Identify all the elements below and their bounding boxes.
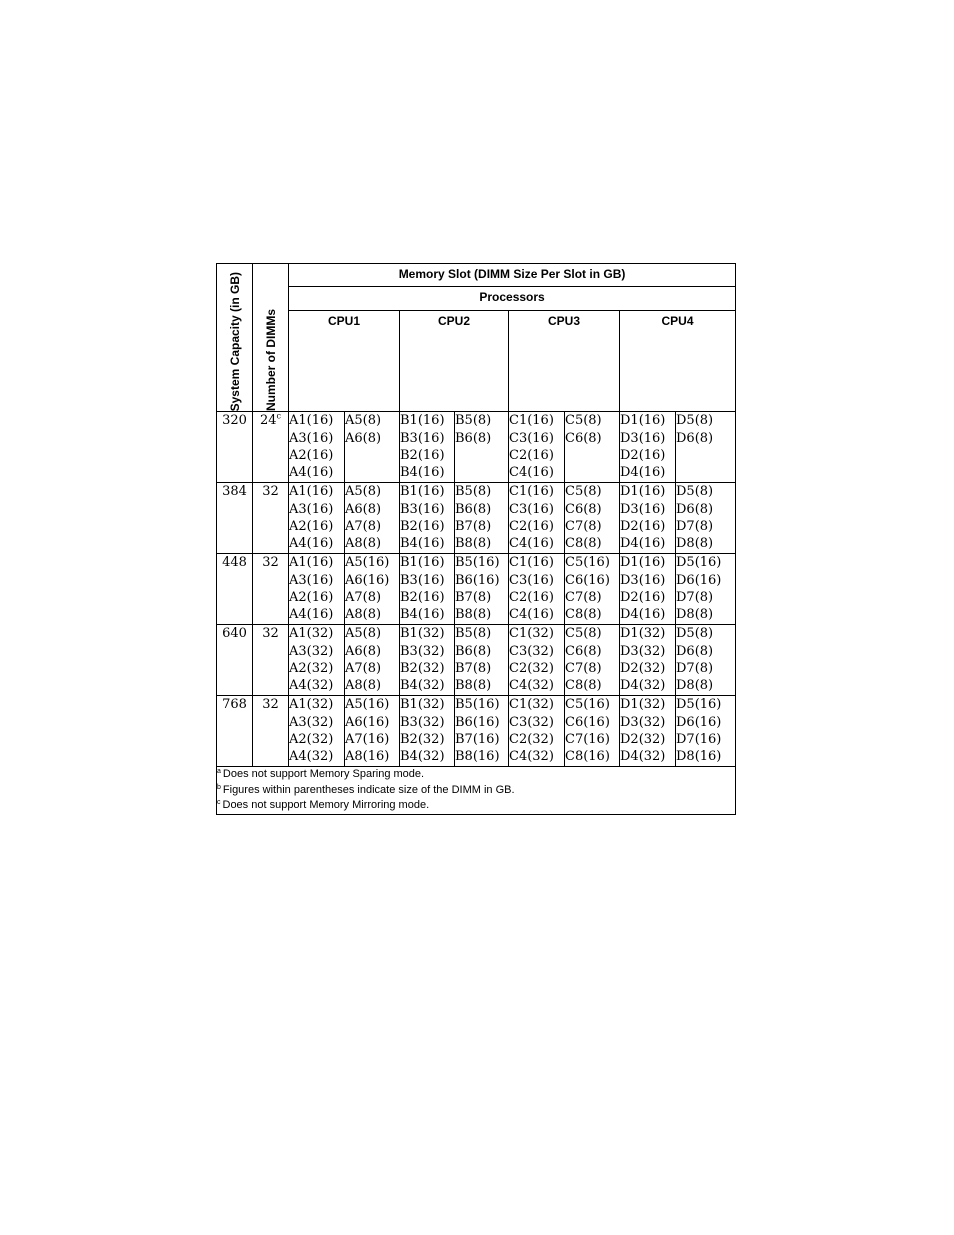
dimm-slot: A6(8)	[345, 430, 382, 446]
dimm-slot: C3(16)	[509, 430, 554, 446]
dimm-slot: D4(32)	[620, 677, 666, 693]
dimm-slot: A6(8)	[345, 643, 382, 659]
cpu4-header: CPU4	[620, 310, 736, 412]
dimm-slot: D5(8)	[676, 413, 714, 429]
dimm-slot: B1(32)	[400, 626, 445, 642]
dimm-slot: A4(32)	[289, 677, 334, 693]
dimm-slot: A3(16)	[289, 572, 334, 588]
dimm-slot: B2(32)	[400, 660, 445, 676]
table-row	[217, 696, 736, 767]
dimm-slot: C2(16)	[509, 447, 554, 463]
dimm-slot: B7(8)	[455, 518, 492, 534]
dimm-slot: C1(16)	[509, 413, 554, 429]
number-of-dimms-cell	[253, 412, 289, 483]
dimm-slot: C1(32)	[509, 697, 554, 713]
dimm-slot: C7(8)	[565, 518, 602, 534]
dimm-slot: C8(8)	[565, 606, 602, 622]
memory-slot-cell	[509, 696, 565, 767]
footnote-a	[217, 767, 735, 783]
dimm-slot: A2(32)	[289, 731, 334, 747]
dimm-slot: B8(16)	[455, 748, 500, 764]
dimm-slot: B3(16)	[400, 572, 445, 588]
memory-slot-cell	[400, 483, 455, 554]
dimm-slot: B6(8)	[455, 430, 492, 446]
memory-slot-cell	[345, 483, 400, 554]
dimm-slot: C4(32)	[509, 748, 554, 764]
dimm-slot: B4(16)	[400, 464, 445, 480]
dimm-slot: B2(16)	[400, 447, 445, 463]
dimm-slot: B8(8)	[455, 606, 492, 622]
number-of-dimms-cell	[253, 554, 289, 625]
dimm-slot: C4(16)	[509, 606, 554, 622]
dimm-slot: C5(8)	[565, 413, 602, 429]
dimm-slot: B1(32)	[400, 697, 445, 713]
dimm-slot: C2(32)	[509, 731, 554, 747]
system-capacity-cell: 448	[217, 554, 253, 625]
number-of-dimms-cell	[253, 696, 289, 767]
memory-slot-cell	[345, 412, 400, 483]
footnote-c-text: Does not support Memory Mirroring mode.	[222, 799, 430, 812]
dimm-slot: C3(16)	[509, 501, 554, 517]
dimm-slot: A4(16)	[289, 535, 334, 551]
dimm-slot: A3(32)	[289, 714, 334, 730]
memory-slot-cell	[565, 412, 620, 483]
dimm-slot: D1(32)	[620, 697, 666, 713]
memory-slot-cell	[509, 412, 565, 483]
dimm-slot: C6(8)	[565, 430, 602, 446]
dimm-slot: B8(8)	[455, 677, 492, 693]
dimm-slot: A2(16)	[289, 518, 334, 534]
dimm-slot: D8(8)	[676, 677, 714, 693]
dimm-slot: C8(16)	[565, 748, 610, 764]
memory-slot-cell	[289, 483, 345, 554]
dimm-slot: B6(16)	[455, 714, 500, 730]
memory-slot-cell	[400, 625, 455, 696]
dimm-slot: D5(16)	[676, 555, 722, 571]
dimm-slot: A2(32)	[289, 660, 334, 676]
footnote-b-text: Figures within parentheses indicate size of the DIMM in GB.	[222, 783, 515, 796]
number-of-dimms-header	[253, 264, 289, 412]
memory-configuration-table	[216, 263, 736, 815]
memory-slot-cell	[620, 625, 676, 696]
dimm-slot: A1(16)	[289, 413, 334, 429]
dimm-slot: B5(8)	[455, 413, 492, 429]
dimm-slot: A7(16)	[345, 731, 390, 747]
cpu2-header: CPU2	[400, 310, 509, 412]
dimm-slot: D6(8)	[676, 643, 714, 659]
dimm-slot: C7(16)	[565, 731, 610, 747]
memory-slot-cell	[400, 696, 455, 767]
dimm-count: 32	[262, 697, 279, 713]
dimm-slot: D5(16)	[676, 697, 722, 713]
dimm-slot: A4(32)	[289, 748, 334, 764]
dimm-slot: C4(16)	[509, 535, 554, 551]
memory-slot-cell	[400, 554, 455, 625]
dimm-slot: D4(32)	[620, 748, 666, 764]
dimm-slot: B7(8)	[455, 589, 492, 605]
dimm-slot: D2(16)	[620, 518, 666, 534]
dimm-slot: B1(16)	[400, 484, 445, 500]
system-capacity-cell: 320	[217, 412, 253, 483]
footnote-c-mark: c	[217, 799, 221, 807]
dimm-slot: A5(16)	[345, 555, 390, 571]
dimm-slot: A4(16)	[289, 606, 334, 622]
dimm-slot: D5(8)	[676, 484, 714, 500]
dimm-slot: A5(8)	[345, 413, 382, 429]
dimm-slot: A6(16)	[345, 572, 390, 588]
dimm-slot: D7(8)	[676, 518, 714, 534]
dimm-slot: B8(8)	[455, 535, 492, 551]
dimm-slot: D3(16)	[620, 572, 666, 588]
memory-slot-cell	[676, 412, 736, 483]
memory-slot-cell	[676, 696, 736, 767]
dimm-slot: D8(8)	[676, 535, 714, 551]
system-capacity-header	[217, 264, 253, 412]
memory-slot-cell	[455, 625, 509, 696]
number-of-dimms-header-label: Number of DIMMs	[263, 309, 278, 412]
dimm-slot: B4(32)	[400, 677, 445, 693]
dimm-slot: D2(32)	[620, 660, 666, 676]
dimm-slot: C1(16)	[509, 484, 554, 500]
dimm-slot: D6(16)	[676, 572, 722, 588]
system-capacity-cell: 384	[217, 483, 253, 554]
dimm-slot: A1(16)	[289, 484, 334, 500]
dimm-slot: D6(8)	[676, 501, 714, 517]
memory-slot-cell	[676, 625, 736, 696]
memory-slot-cell	[289, 554, 345, 625]
memory-slot-cell	[345, 554, 400, 625]
memory-slot-cell	[565, 483, 620, 554]
dimm-slot: A8(16)	[345, 748, 390, 764]
system-capacity-header-label: System Capacity (in GB)	[227, 272, 242, 412]
memory-slot-cell	[345, 696, 400, 767]
memory-slot-cell	[620, 554, 676, 625]
dimm-slot: B6(16)	[455, 572, 500, 588]
memory-slot-cell	[289, 696, 345, 767]
memory-slot-cell	[345, 625, 400, 696]
table-row	[217, 554, 736, 625]
footnote-a-mark: a	[217, 768, 221, 776]
dimm-slot: B2(16)	[400, 518, 445, 534]
memory-slot-header: Memory Slot (DIMM Size Per Slot in GB)	[289, 264, 736, 287]
dimm-slot: C8(8)	[565, 535, 602, 551]
memory-slot-cell	[620, 696, 676, 767]
dimm-slot: D5(8)	[676, 626, 714, 642]
table-row	[217, 412, 736, 483]
cpu3-header: CPU3	[509, 310, 620, 412]
dimm-slot: A2(16)	[289, 447, 334, 463]
memory-slot-cell	[455, 554, 509, 625]
dimm-count: 32	[262, 484, 279, 500]
dimm-slot: B5(8)	[455, 484, 492, 500]
dimm-slot: D6(8)	[676, 430, 714, 446]
memory-slot-cell	[289, 412, 345, 483]
dimm-slot: B5(16)	[455, 697, 500, 713]
dimm-slot: A8(8)	[345, 606, 382, 622]
dimm-slot: B7(16)	[455, 731, 500, 747]
dimm-slot: A7(8)	[345, 660, 382, 676]
dimm-slot: C6(8)	[565, 643, 602, 659]
dimm-slot: B6(8)	[455, 501, 492, 517]
system-capacity-cell: 640	[217, 625, 253, 696]
memory-slot-cell	[676, 554, 736, 625]
dimm-slot: D7(8)	[676, 660, 714, 676]
memory-slot-cell	[509, 554, 565, 625]
dimm-slot: C2(32)	[509, 660, 554, 676]
footnote-c	[217, 798, 735, 814]
dimm-slot: C3(32)	[509, 714, 554, 730]
memory-slot-cell	[455, 483, 509, 554]
dimm-slot: A1(32)	[289, 626, 334, 642]
dimm-slot: A8(8)	[345, 535, 382, 551]
dimm-slot: A2(16)	[289, 589, 334, 605]
dimm-slot: D4(16)	[620, 464, 666, 480]
footnote-b-mark: b	[217, 783, 221, 791]
dimm-slot: D7(16)	[676, 731, 722, 747]
dimm-count: 32	[262, 626, 279, 642]
footnote-a-text: Does not support Memory Sparing mode.	[222, 768, 425, 781]
dimm-slot: D4(16)	[620, 606, 666, 622]
dimm-slot: B6(8)	[455, 643, 492, 659]
dimm-slot: A3(16)	[289, 430, 334, 446]
dimm-slot: D3(16)	[620, 501, 666, 517]
dimm-slot: D3(32)	[620, 643, 666, 659]
footnotes	[217, 767, 736, 815]
dimm-slot: B3(16)	[400, 501, 445, 517]
dimm-count: 24	[259, 413, 277, 429]
memory-slot-cell	[565, 625, 620, 696]
dimm-slot: D7(8)	[676, 589, 714, 605]
dimm-slot: B3(32)	[400, 714, 445, 730]
dimm-slot: C2(16)	[509, 589, 554, 605]
dimm-slot: A7(8)	[345, 589, 382, 605]
dimm-slot: C3(32)	[509, 643, 554, 659]
memory-slot-cell	[509, 483, 565, 554]
dimm-slot: C1(16)	[509, 555, 554, 571]
dimm-slot: B2(32)	[400, 731, 445, 747]
memory-slot-cell	[565, 696, 620, 767]
dimm-slot: C8(8)	[565, 677, 602, 693]
dimm-slot: C5(8)	[565, 626, 602, 642]
dimm-count: 32	[262, 555, 279, 571]
dimm-slot: C3(16)	[509, 572, 554, 588]
dimm-slot: D2(16)	[620, 447, 666, 463]
memory-slot-cell	[620, 412, 676, 483]
dimm-slot: D8(16)	[676, 748, 722, 764]
footnote-b	[217, 783, 735, 799]
table-row	[217, 625, 736, 696]
footnote-marker: c	[276, 412, 282, 422]
dimm-slot: D1(16)	[620, 413, 666, 429]
dimm-slot: D1(16)	[620, 484, 666, 500]
system-capacity-cell: 768	[217, 696, 253, 767]
memory-slot-cell	[509, 625, 565, 696]
memory-slot-cell	[455, 696, 509, 767]
dimm-slot: A7(8)	[345, 518, 382, 534]
dimm-slot: C4(32)	[509, 677, 554, 693]
dimm-slot: B2(16)	[400, 589, 445, 605]
processors-header: Processors	[289, 287, 736, 310]
dimm-slot: C7(8)	[565, 660, 602, 676]
memory-slot-cell	[400, 412, 455, 483]
dimm-slot: B1(16)	[400, 555, 445, 571]
cpu1-header: CPU1	[289, 310, 400, 412]
dimm-slot: C5(16)	[565, 697, 610, 713]
dimm-slot: A3(32)	[289, 643, 334, 659]
dimm-slot: B4(32)	[400, 748, 445, 764]
dimm-slot: A6(8)	[345, 501, 382, 517]
dimm-slot: A5(8)	[345, 626, 382, 642]
dimm-slot: D8(8)	[676, 606, 714, 622]
number-of-dimms-cell	[253, 625, 289, 696]
dimm-slot: A5(8)	[345, 484, 382, 500]
dimm-slot: D1(32)	[620, 626, 666, 642]
dimm-slot: D3(32)	[620, 714, 666, 730]
dimm-slot: B3(16)	[400, 430, 445, 446]
dimm-slot: A5(16)	[345, 697, 390, 713]
dimm-slot: C6(8)	[565, 501, 602, 517]
dimm-slot: D1(16)	[620, 555, 666, 571]
dimm-slot: C6(16)	[565, 714, 610, 730]
table-body	[217, 412, 736, 767]
dimm-slot: C6(16)	[565, 572, 610, 588]
memory-slot-cell	[676, 483, 736, 554]
dimm-slot: C2(16)	[509, 518, 554, 534]
dimm-slot: A1(16)	[289, 555, 334, 571]
dimm-slot: C5(16)	[565, 555, 610, 571]
dimm-slot: A1(32)	[289, 697, 334, 713]
dimm-slot: A6(16)	[345, 714, 390, 730]
dimm-slot: A3(16)	[289, 501, 334, 517]
dimm-slot: C1(32)	[509, 626, 554, 642]
dimm-slot: B3(32)	[400, 643, 445, 659]
dimm-slot: A8(8)	[345, 677, 382, 693]
dimm-slot: B4(16)	[400, 606, 445, 622]
memory-slot-cell	[620, 483, 676, 554]
dimm-slot: B5(8)	[455, 626, 492, 642]
memory-slot-cell	[455, 412, 509, 483]
dimm-slot: D2(16)	[620, 589, 666, 605]
number-of-dimms-cell	[253, 483, 289, 554]
dimm-slot: D6(16)	[676, 714, 722, 730]
dimm-slot: C5(8)	[565, 484, 602, 500]
dimm-slot: D2(32)	[620, 731, 666, 747]
dimm-slot: A4(16)	[289, 464, 334, 480]
dimm-slot: B7(8)	[455, 660, 492, 676]
memory-slot-cell	[565, 554, 620, 625]
dimm-slot: D3(16)	[620, 430, 666, 446]
dimm-slot: B4(16)	[400, 535, 445, 551]
memory-slot-cell	[289, 625, 345, 696]
table-row	[217, 483, 736, 554]
dimm-slot: C7(8)	[565, 589, 602, 605]
dimm-slot: C4(16)	[509, 464, 554, 480]
dimm-slot: B1(16)	[400, 413, 445, 429]
dimm-slot: B5(16)	[455, 555, 500, 571]
dimm-slot: D4(16)	[620, 535, 666, 551]
